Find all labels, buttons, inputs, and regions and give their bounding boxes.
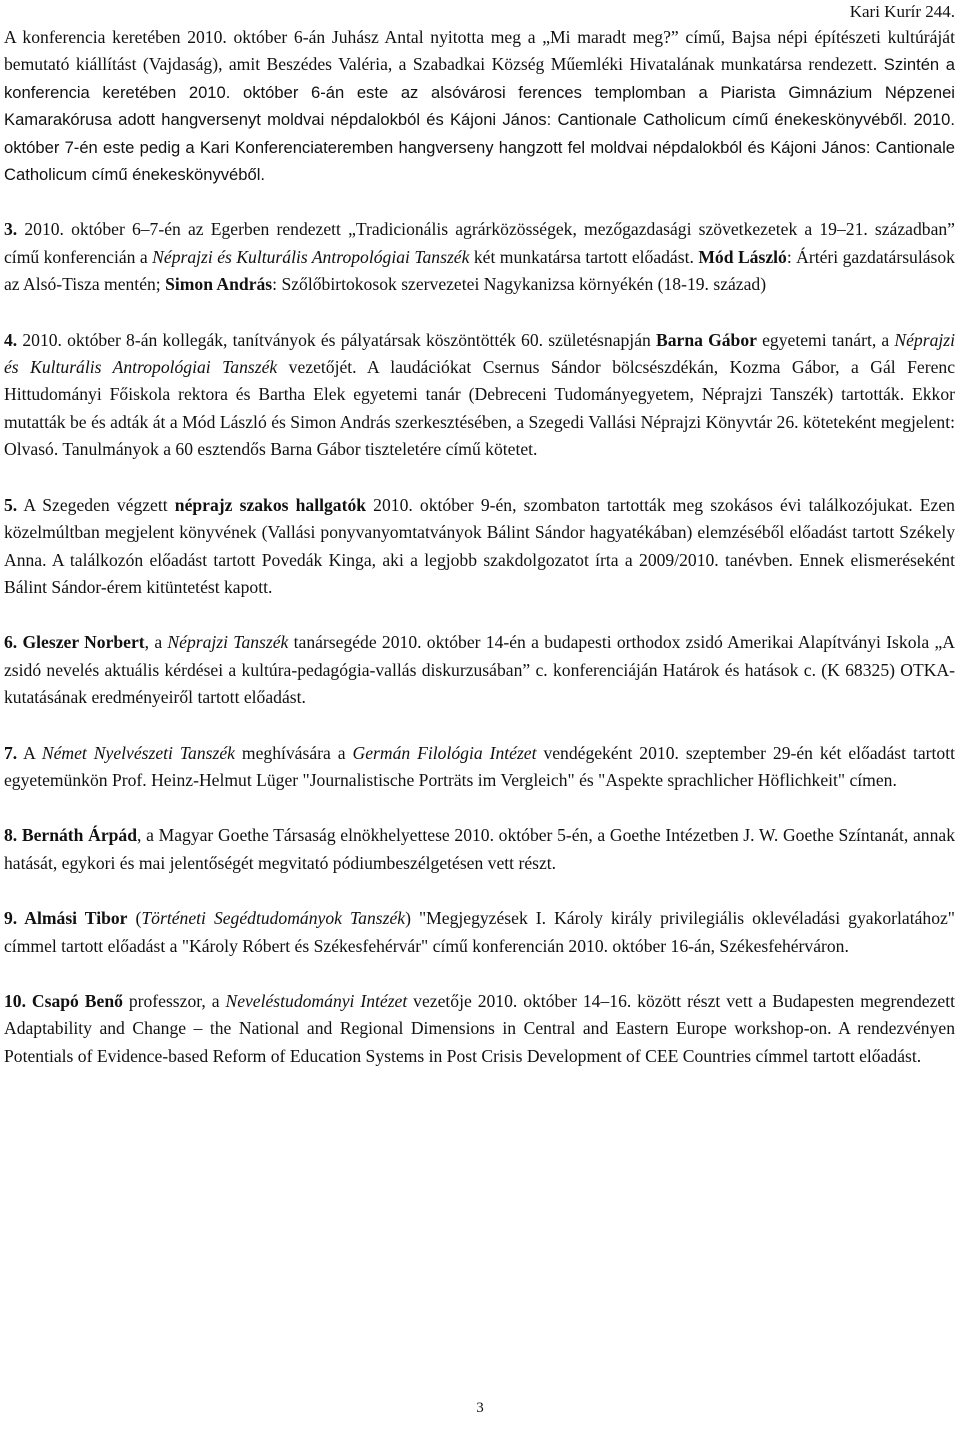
department-name: Néprajzi és Kulturális Antropológiai Tanszék: [152, 246, 470, 267]
item-number: 10.: [4, 990, 26, 1011]
paragraph-gap: [4, 601, 955, 629]
item-number: 9.: [4, 908, 18, 929]
paragraph-item-5: 5. A Szegeden végzett néprajz szakos hallgatók 2010. október 9-én, szombaton tartották meg szokásos évi találkozójukat. Ezen közelmúltban megjelent könyvének (Vallási ponyvanyomtatványok Bálint Sándor hagyatékában) elemzéséből előadást tartott Székely Anna. A találkozón előadást tartott Povedák Kinga, aki a legjobb szakdolgozatot írta a 2009/2010. tanévben. Ennek elismeréseként Bálint Sándor-érem kitüntetést kapott.: [4, 494, 955, 597]
exhibition-text: A konferencia keretében 2010. október 6-án Juhász Antal nyitotta meg a „Mi maradt meg?” című, Bajsa népi építészeti kultúráját bemutató kiállítást (Vajdaság), amit Beszédes Valéria, a Szabadkai Község Műemléki Hivatalának munkatársa rendezett.: [4, 27, 955, 75]
department-name: Német Nyelvészeti Tanszék: [41, 742, 235, 763]
paragraph-item-7: 7. A Német Nyelvészeti Tanszék meghívására a Germán Filológia Intézet vendégeként 2010. szeptember 29-én két előadást tartott egyetemünkön Prof. Heinz-Helmut Lüger "Journalistische Porträts im Vergleich" és "Aspekte sprachlicher Höflichkeit" címen.: [4, 742, 955, 790]
person-name: Mód László: [698, 246, 787, 267]
person-name: Bernáth Árpád: [17, 825, 138, 846]
concert-text-2: 2010. október 7-én este pedig a Kari Konferenciateremben hangverseny hangzott fel moldvai népdalokból és Kájoni János: Cantionale Catholicum című énekeskönyvéből.: [4, 110, 955, 185]
person-name: Simon András: [165, 274, 273, 295]
paragraph-gap: [4, 188, 955, 216]
institute-name: Germán Filológia Intézet: [352, 742, 537, 763]
paragraph-gap: [4, 712, 955, 740]
paragraph-conference-events: [4, 24, 955, 188]
person-name: Almási Tibor: [17, 908, 128, 929]
item-number: 5.: [4, 494, 18, 515]
group-name: néprajz szakos hallgatók: [174, 494, 367, 515]
paragraph-item-6: 6. Gleszer Norbert, a Néprajzi Tanszék tanársegéde 2010. október 14-én a budapesti orthodox zsidó Amerikai Alapítványi Iskola „A zsidó nevelés aktuális kérdései a kultúra-pedagógia-vallás diskurzusában” c. konferenciáján Határok és hatások c. (K 68325) OTKA-kutatásának eredményeiről tartott előadást.: [4, 632, 955, 708]
paragraph-item-8: 8. Bernáth Árpád, a Magyar Goethe Társaság elnökhelyettese 2010. október 5-én, a Goethe Intézetben J. W. Goethe Színtanát, annak hatását, egykori és mai jelentőségét megvitató pódiumbeszélgetésen vett részt.: [4, 825, 955, 873]
paragraph-item-9: 9. Almási Tibor (Történeti Segédtudományok Tanszék) "Megjegyzések I. Károly király privilegiális oklevéladási gyakorlatához" címmel tartott előadást a "Károly Róbert és Székesfehérvár" című konferencián 2010. október 16-án, Székesfehérváron.: [4, 908, 955, 956]
paragraph-item-10: 10. Csapó Benő professzor, a Neveléstudományi Intézet vezetője 2010. október 14–16. között részt vett a Budapesten megrendezett Adaptability and Change – the National and Regional Dimensions in Central and Eastern Europe workshop-on. A rendezvényen Potentials of Evidence-based Reform of Education Systems in Post Crisis Development of CEE Countries címmel tartott előadást.: [4, 990, 956, 1066]
paragraph-gap: [4, 299, 955, 327]
paragraph-gap: [4, 877, 955, 905]
item-number: 3.: [4, 219, 18, 240]
paragraph-gap: [4, 464, 955, 492]
department-name: Néprajzi és Kulturális Antropológiai Tanszék: [4, 329, 955, 378]
person-name: Csapó Benő: [26, 990, 123, 1011]
item-number: 7.: [4, 742, 18, 763]
item-number: 8.: [4, 825, 18, 846]
concert-text: Szintén a konferencia keretében 2010. október 6-án este az alsóvárosi ferences templomban a Piarista Gimnázium Népzenei Kamarakórusa adott hangversenyt moldvai népdalokból és Kájoni János: Cantionale Catholicum című énekeskönyvéből.: [4, 55, 955, 130]
paragraph-item-3: 3. 2010. október 6–7-én az Egerben rendezett „Tradicionális agrárközösségek, mezőgazdasági szövetkezetek a 19–21. században” című konferencián a Néprajzi és Kulturális Antropológiai Tanszék két munkatársa tartott előadást. Mód László: Ártéri gazdatársulások az Alsó-Tisza mentén; Simon András: Szőlőbirtokosok szervezetei Nagykanizsa környékén (18-19. század): [4, 219, 955, 295]
person-name: Gleszer Norbert: [17, 632, 145, 653]
paragraph-gap: [4, 960, 955, 988]
department-name: Történeti Segédtudományok Tanszék: [141, 908, 406, 929]
item-number: 4.: [4, 329, 18, 350]
person-name: Barna Gábor: [655, 329, 757, 350]
paragraph-gap: [4, 794, 955, 822]
page-header: Kari Kurír 244.: [849, 2, 955, 21]
paragraph-item-4: 4. 2010. október 8-án kollegák, tanítványok és pályatársak köszöntötték 60. születésnapján Barna Gábor egyetemi tanárt, a Néprajzi és Kulturális Antropológiai Tanszék vezetőjét. A laudációkat Csernus Sándor bölcsészdékán, Kozma Gábor, a Gál Ferenc Hittudományi Főiskola rektora és Bartha Elek egyetemi tanár (Debreceni Tudományegyetem, Néprajzi Tanszék) tartották. Ekkor mutatták be és adták át a Mód László és Simon András szerkesztésében, a Szegedi Vallási Néprajzi Könyvtár 26. köteteként megjelent: Olvasó. Tanulmányok a 60 esztendős Barna Gábor tiszteletére című kötetet.: [4, 329, 955, 460]
page-number: 3: [476, 1400, 484, 1416]
institute-name: Neveléstudományi Intézet: [225, 990, 408, 1011]
item-number: 6.: [4, 632, 18, 653]
department-name: Néprajzi Tanszék: [167, 632, 289, 653]
